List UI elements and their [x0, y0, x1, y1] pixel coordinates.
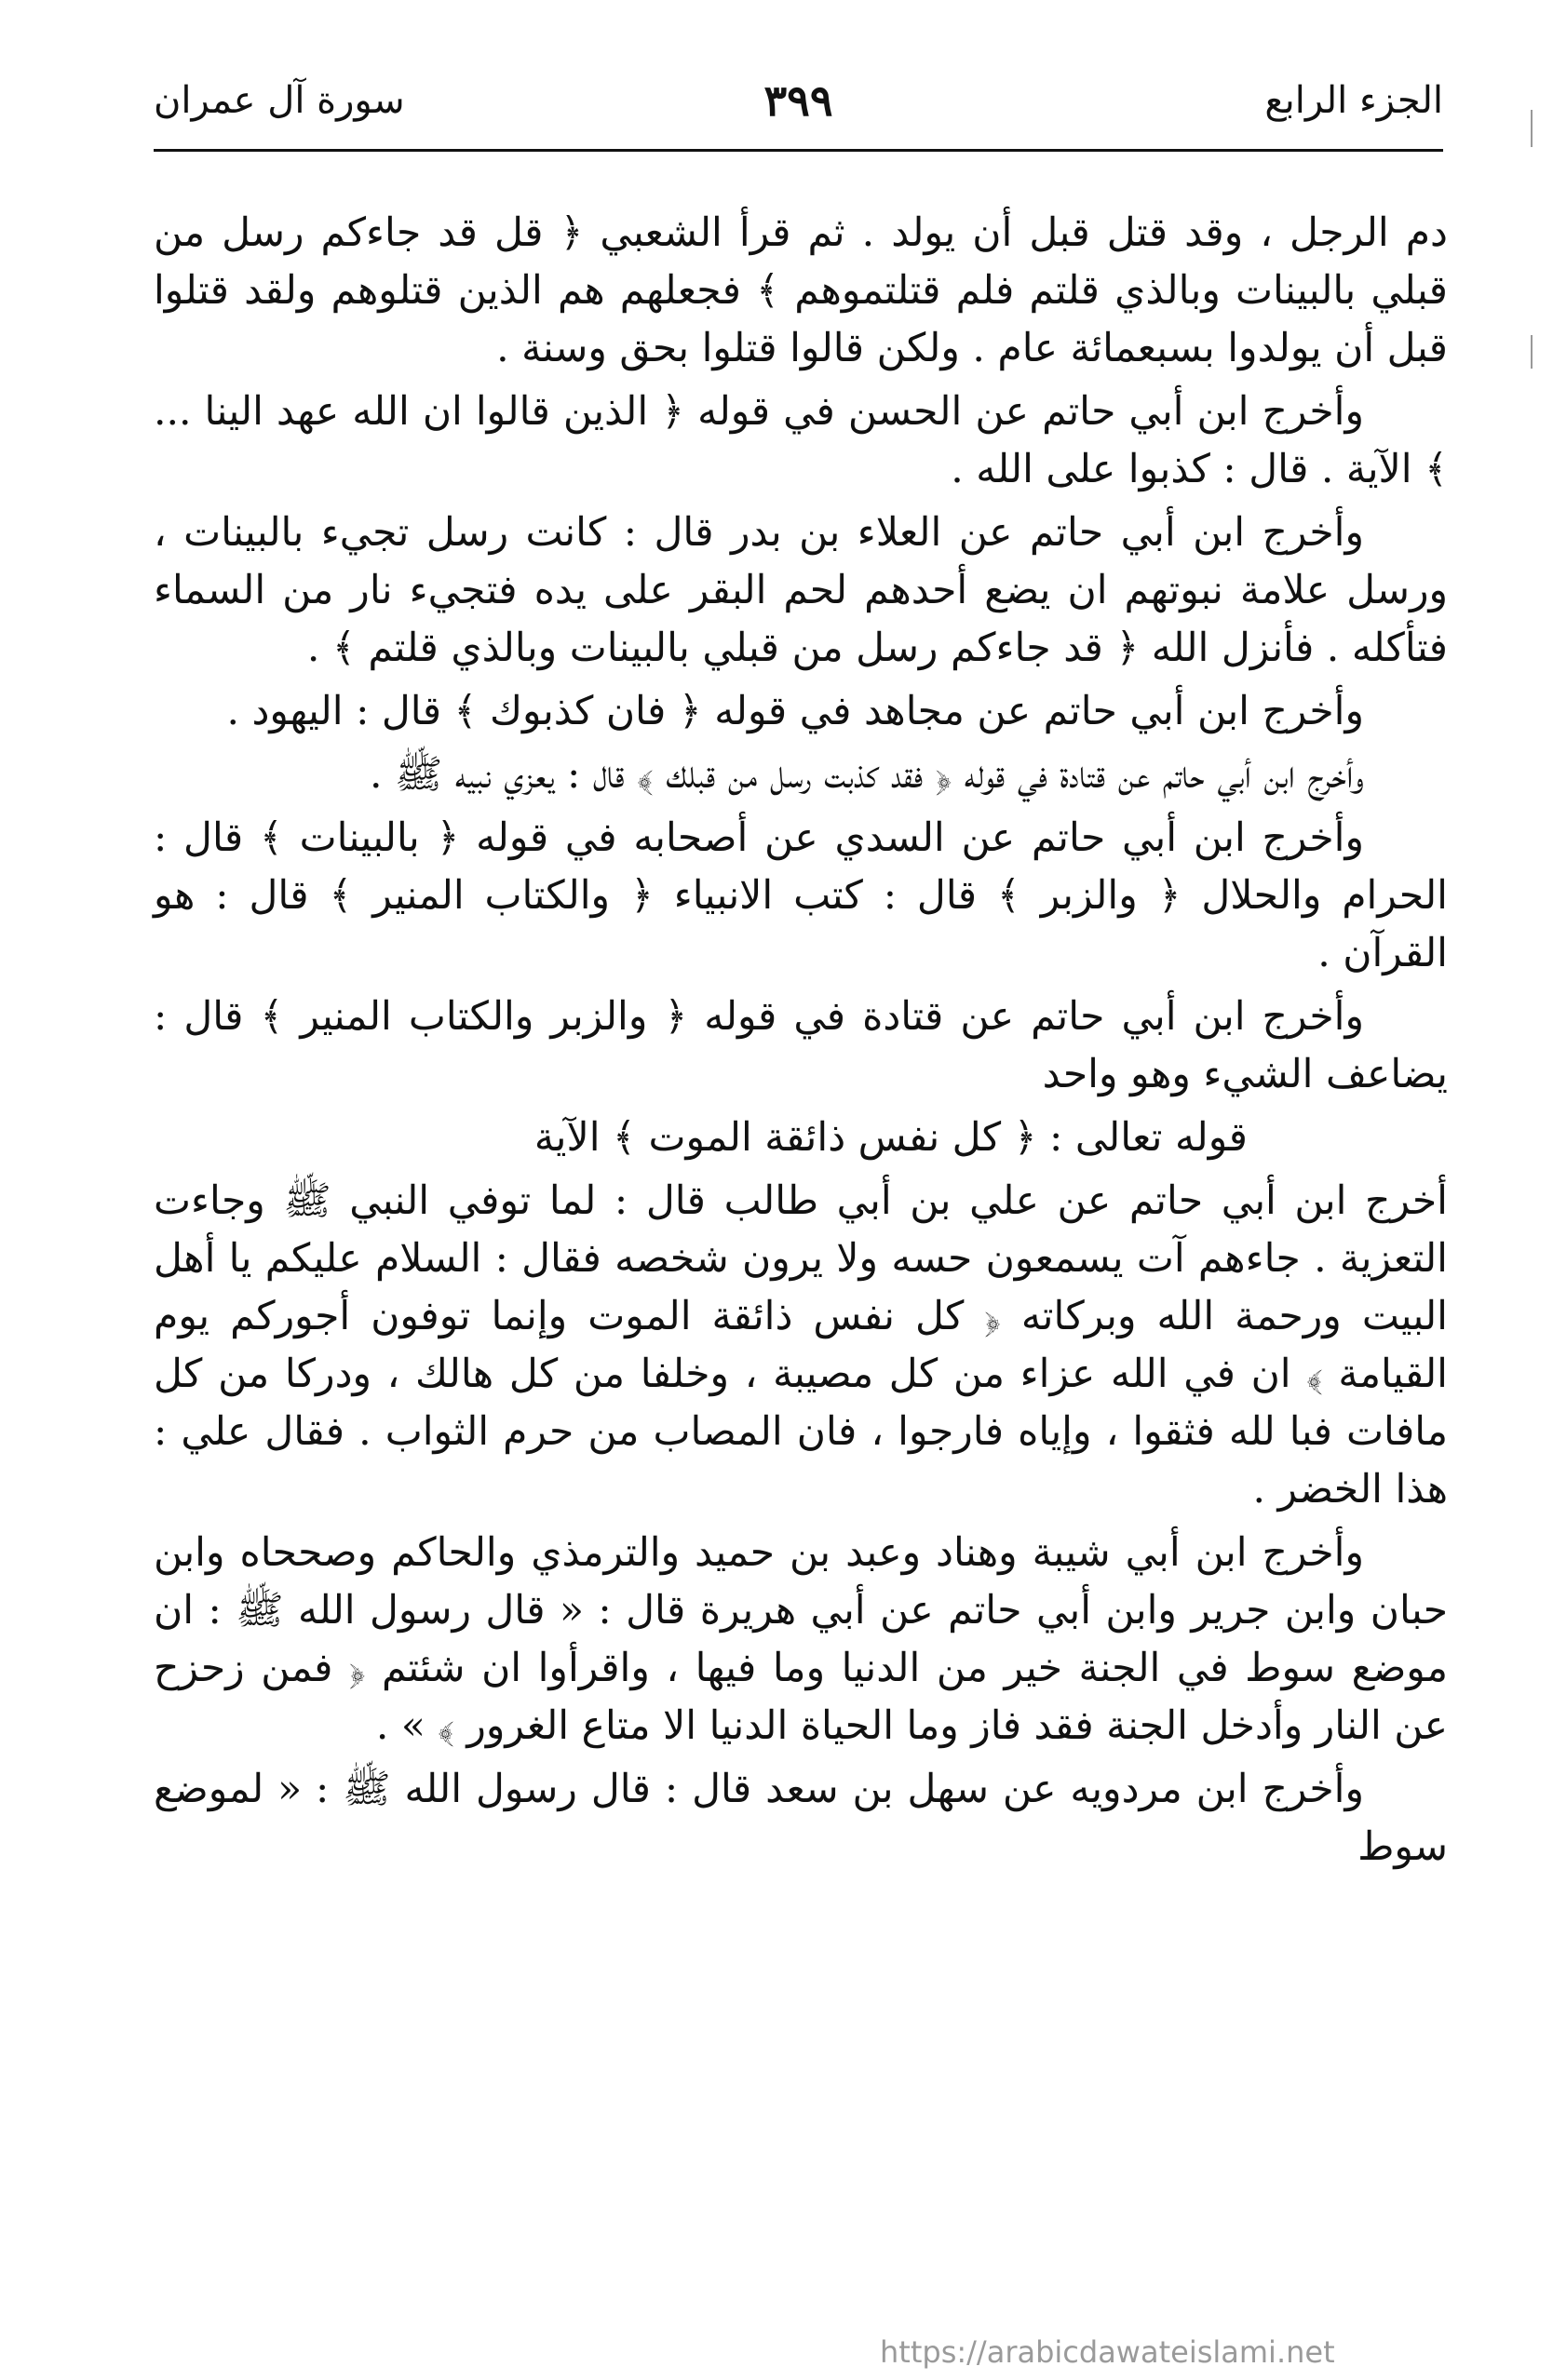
section-heading: قوله تعالى : ﴿ كل نفس ذائقة الموت ﴾ الآية: [533, 1115, 1248, 1161]
paragraph: وأخرج ابن أبي حاتم عن الحسن في قوله ﴿ الذين قالوا ان الله عهد الينا ... ﴾ الآية . قال : كذبوا على الله .: [154, 389, 1448, 492]
watermark-url: https://arabicdawateislami.net: [880, 2334, 1335, 2370]
page-body: [154, 205, 1448, 1882]
surah-title: سورة آل عمران: [154, 79, 405, 122]
running-header: [154, 54, 1443, 152]
paragraph: وأخرج ابن أبي حاتم عن السدي عن أصحابه في قوله ﴿ بالبينات ﴾ قال : الحرام والحلال ﴿ والزبر ﴾ قال : كتب الانبياء ﴿ والكتاب المنير ﴾ قال : هو القرآن .: [154, 815, 1448, 976]
paragraph: دم الرجل ، وقد قتل قبل أن يولد . ثم قرأ الشعبي ﴿ قل قد جاءكم رسل من قبلي بالبينات وبالذي قلتم فلم قتلتموهم ﴾ فجعلهم هم الذين قتلوهم ولقد قتلوا قبل أن يولدوا بسبعمائة عام . ولكن قالوا قتلوا بحق وسنة .: [154, 210, 1448, 371]
paragraph: وأخرج ابن مردويه عن سهل بن سعد قال : قال رسول الله ﷺ : « لموضع سوط: [154, 1767, 1448, 1870]
part-label: الجزء الرابع: [1264, 79, 1443, 122]
paragraph: وأخرج ابن أبي حاتم عن قتادة في قوله ﴿ فقد كذبت رسل من قبلك ﴾ قال : يعزي نبيه ﷺ .: [369, 752, 1364, 798]
paragraph: أخرج ابن أبي حاتم عن علي بن أبي طالب قال : لما توفي النبي ﷺ وجاءت التعزية . جاءهم آت يسمعون حسه ولا يرون شخصه فقال : السلام عليكم يا أهل البيت ورحمة الله وبركاته ﴿ كل نفس ذائقة الموت وإنما توفون أجوركم يوم القيامة ﴾ ان في الله عزاء من كل مصيبة ، وخلفا من كل هالك ، ودركا من كل مافات فبا لله فثقوا ، وإياه فارجوا ، فان المصاب من حرم الثواب . فقال علي : هذا الخضر .: [154, 1178, 1448, 1513]
scan-edge-mark: [1531, 335, 1533, 369]
page-number: ٣٩٩: [763, 75, 833, 126]
paragraph: وأخرج ابن أبي حاتم عن مجاهد في قوله ﴿ فان كذبوك ﴾ قال : اليهود .: [226, 689, 1364, 734]
scan-edge-mark: [1531, 110, 1533, 147]
paragraph: وأخرج ابن أبي حاتم عن قتادة في قوله ﴿ والزبر والكتاب المنير ﴾ قال : يضاعف الشيء وهو واحد: [154, 994, 1448, 1097]
paragraph: وأخرج ابن أبي شيبة وهناد وعبد بن حميد والترمذي والحاكم وصححاه وابن حبان وابن جرير وابن أبي حاتم عن أبي هريرة قال : « قال رسول الله ﷺ : ان موضع سوط في الجنة خير من الدنيا وما فيها ، واقرأوا ان شئتم ﴿ فمن زحزح عن النار وأدخل الجنة فقد فاز وما الحياة الدنيا الا متاع الغرور ﴾ » .: [154, 1530, 1448, 1749]
paragraph: وأخرج ابن أبي حاتم عن العلاء بن بدر قال : كانت رسل تجيء بالبينات ، ورسل علامة نبوتهم ان يضع أحدهم لحم البقر على يده فتجيء نار من السماء فتأكله . فأنزل الله ﴿ قد جاءكم رسل من قبلي بالبينات وبالذي قلتم ﴾ .: [154, 510, 1448, 671]
header-rule: [154, 149, 1443, 152]
